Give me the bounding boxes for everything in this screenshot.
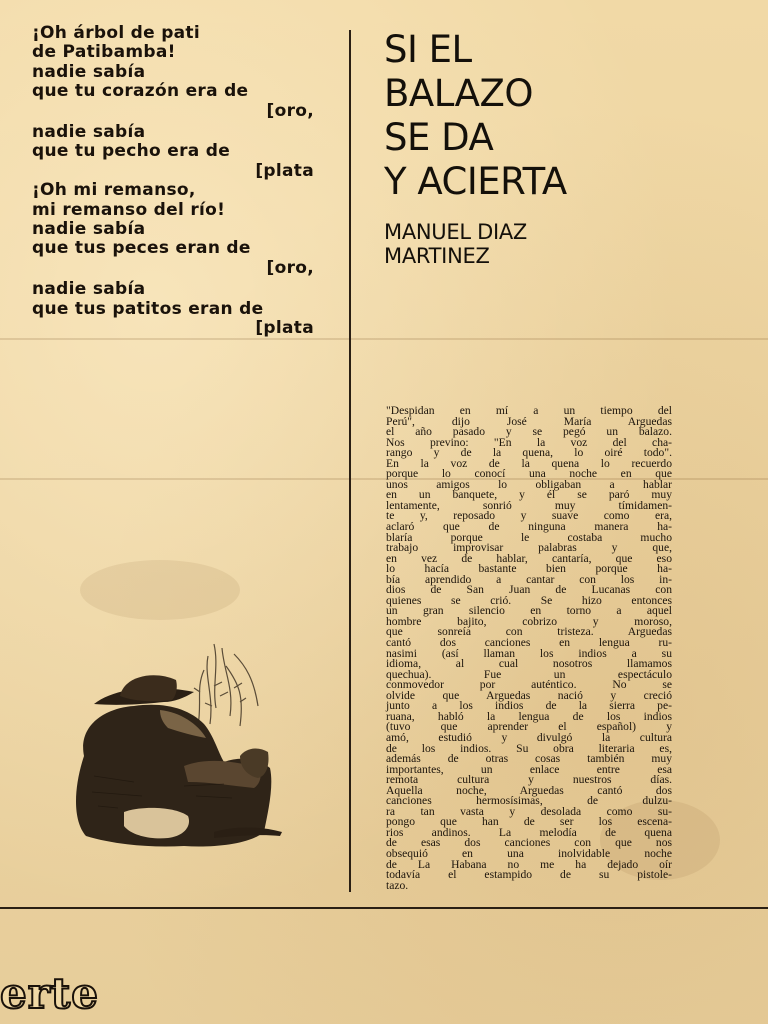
article-line: remota cultura y nuestros días. — [386, 773, 672, 787]
title-line: SI EL — [384, 28, 472, 71]
article-line: un gran silencio en torno a aquel — [386, 604, 672, 618]
article-body — [386, 406, 672, 891]
article-line: conmovedor por auténtico. No se — [386, 678, 672, 692]
article-line: blaría porque le costaba mucho — [386, 530, 672, 544]
article-line: obsequió en una inolvidable noche — [386, 846, 672, 860]
title-line: SE DA — [384, 116, 494, 159]
article-line: rango y de la quena, lo oiré todo". — [386, 446, 672, 460]
article-line: amó, estudió y divulgó la cultura — [386, 730, 672, 744]
article-line: porque lo conocí una noche en que — [386, 467, 672, 481]
page-divider — [0, 907, 768, 909]
article-line: Perú", dijo José María Arguedas — [386, 414, 672, 428]
article-line: de los indios. Su obra literaria es, — [386, 741, 672, 755]
article-line: importantes, un enlace entre esa — [386, 762, 672, 776]
article-line: canciones hermosísimas, de dulzu- — [386, 794, 672, 808]
paper-stain — [80, 560, 240, 620]
article-line: ra tan vasta y desolada como su- — [386, 804, 672, 818]
poem-line: nadie sabía — [32, 219, 146, 240]
article-title — [384, 28, 684, 204]
article-line: bía aprendido a cantar con los in- — [386, 572, 672, 586]
article-line: que sonreía con tristeza. Arguedas — [386, 625, 672, 639]
article-line: lentamente, sonrió muy tímidamen- — [386, 498, 672, 512]
poem-line: [oro, — [266, 257, 314, 278]
article-line: cantó dos canciones en lengua ru- — [386, 636, 672, 650]
article-line: unos amigos lo obligaban a hablar — [386, 477, 672, 491]
title-line: BALAZO — [384, 72, 533, 115]
article-line: de esas dos canciones con que nos — [386, 836, 672, 850]
poem-line: nadie sabía — [32, 279, 146, 300]
poem-line: mi remanso del río! — [32, 199, 226, 220]
poem-line: de Patibamba! — [32, 42, 176, 63]
author-line: MARTINEZ — [384, 244, 490, 268]
article-line: junto a los indios de la sierra pe- — [386, 699, 672, 713]
article-line: olvide que Arguedas nació y creció — [386, 688, 672, 702]
poem-line: [plata — [255, 160, 314, 181]
poem-line: nadie sabía — [32, 61, 146, 82]
article-line: aclaró que de ninguna manera ha- — [386, 520, 672, 534]
masthead: erte — [0, 969, 99, 1018]
article-line: quechua). Fue un espectáculo — [386, 667, 672, 681]
article-line: trabajo improvisar palabras y que, — [386, 541, 672, 555]
article-line: todavía el estampido de su pistole- — [386, 868, 672, 882]
author-line: MANUEL DIAZ — [384, 220, 528, 244]
article-line: quienes se crió. Se hizo entonces — [386, 593, 672, 607]
article-line: en vez de hablar, cantaría, que eso — [386, 551, 672, 565]
poem-line: que tu corazón era de — [32, 81, 249, 102]
seated-figure-with-hat-illustration — [64, 636, 294, 858]
poem-line: ¡Oh árbol de pati — [32, 23, 200, 43]
poem — [32, 24, 314, 339]
article-line: En la voz de la quena lo recuerdo — [386, 456, 672, 470]
article-line: ruana, habló la lengua de los indios — [386, 709, 672, 723]
article-line: idioma, al cual nosotros llamamos — [386, 657, 672, 671]
poem-line: que tu pecho era de — [32, 141, 231, 162]
article-line: Nos previno: "En la voz del cha- — [386, 435, 672, 449]
poem-line: que tus patitos eran de — [32, 298, 264, 319]
poem-line: ¡Oh mi remanso, — [32, 180, 196, 201]
article-line: hombre bajito, cobrizo y moroso, — [386, 614, 672, 628]
article-line: tazo. — [386, 878, 409, 892]
article-line: (tuvo que aprender el español) y — [386, 720, 672, 734]
poem-line: [plata — [255, 318, 314, 339]
article-line: nasimi (así llaman los indios a su — [386, 646, 672, 660]
column-divider — [349, 30, 351, 892]
article-line: además de otras cosas también muy — [386, 752, 672, 766]
poem-line: [oro, — [266, 100, 314, 121]
article-line: dios de San Juan de Lucanas con — [386, 583, 672, 597]
article-line: de La Habana no me ha dejado oír — [386, 857, 672, 871]
article-line: "Despidan en mí a un tiempo del — [386, 404, 672, 417]
title-line: Y ACIERTA — [384, 160, 567, 203]
article-line: te y, reposado y suave como era, — [386, 509, 672, 523]
article-line: Aquella noche, Arguedas cantó dos — [386, 783, 672, 797]
poem-line: nadie sabía — [32, 122, 146, 143]
article-line: lo hacía bastante bien porque ha- — [386, 562, 672, 576]
article-line: pongo que han de ser los escena- — [386, 815, 672, 829]
author-byline — [384, 220, 684, 268]
poem-line: que tus peces eran de — [32, 238, 251, 259]
article-line: el año pasado y se pegó un balazo. — [386, 425, 672, 439]
article-line: en un banquete, y él se paró muy — [386, 488, 672, 502]
article-line: rios andinos. La melodía de quena — [386, 825, 672, 839]
